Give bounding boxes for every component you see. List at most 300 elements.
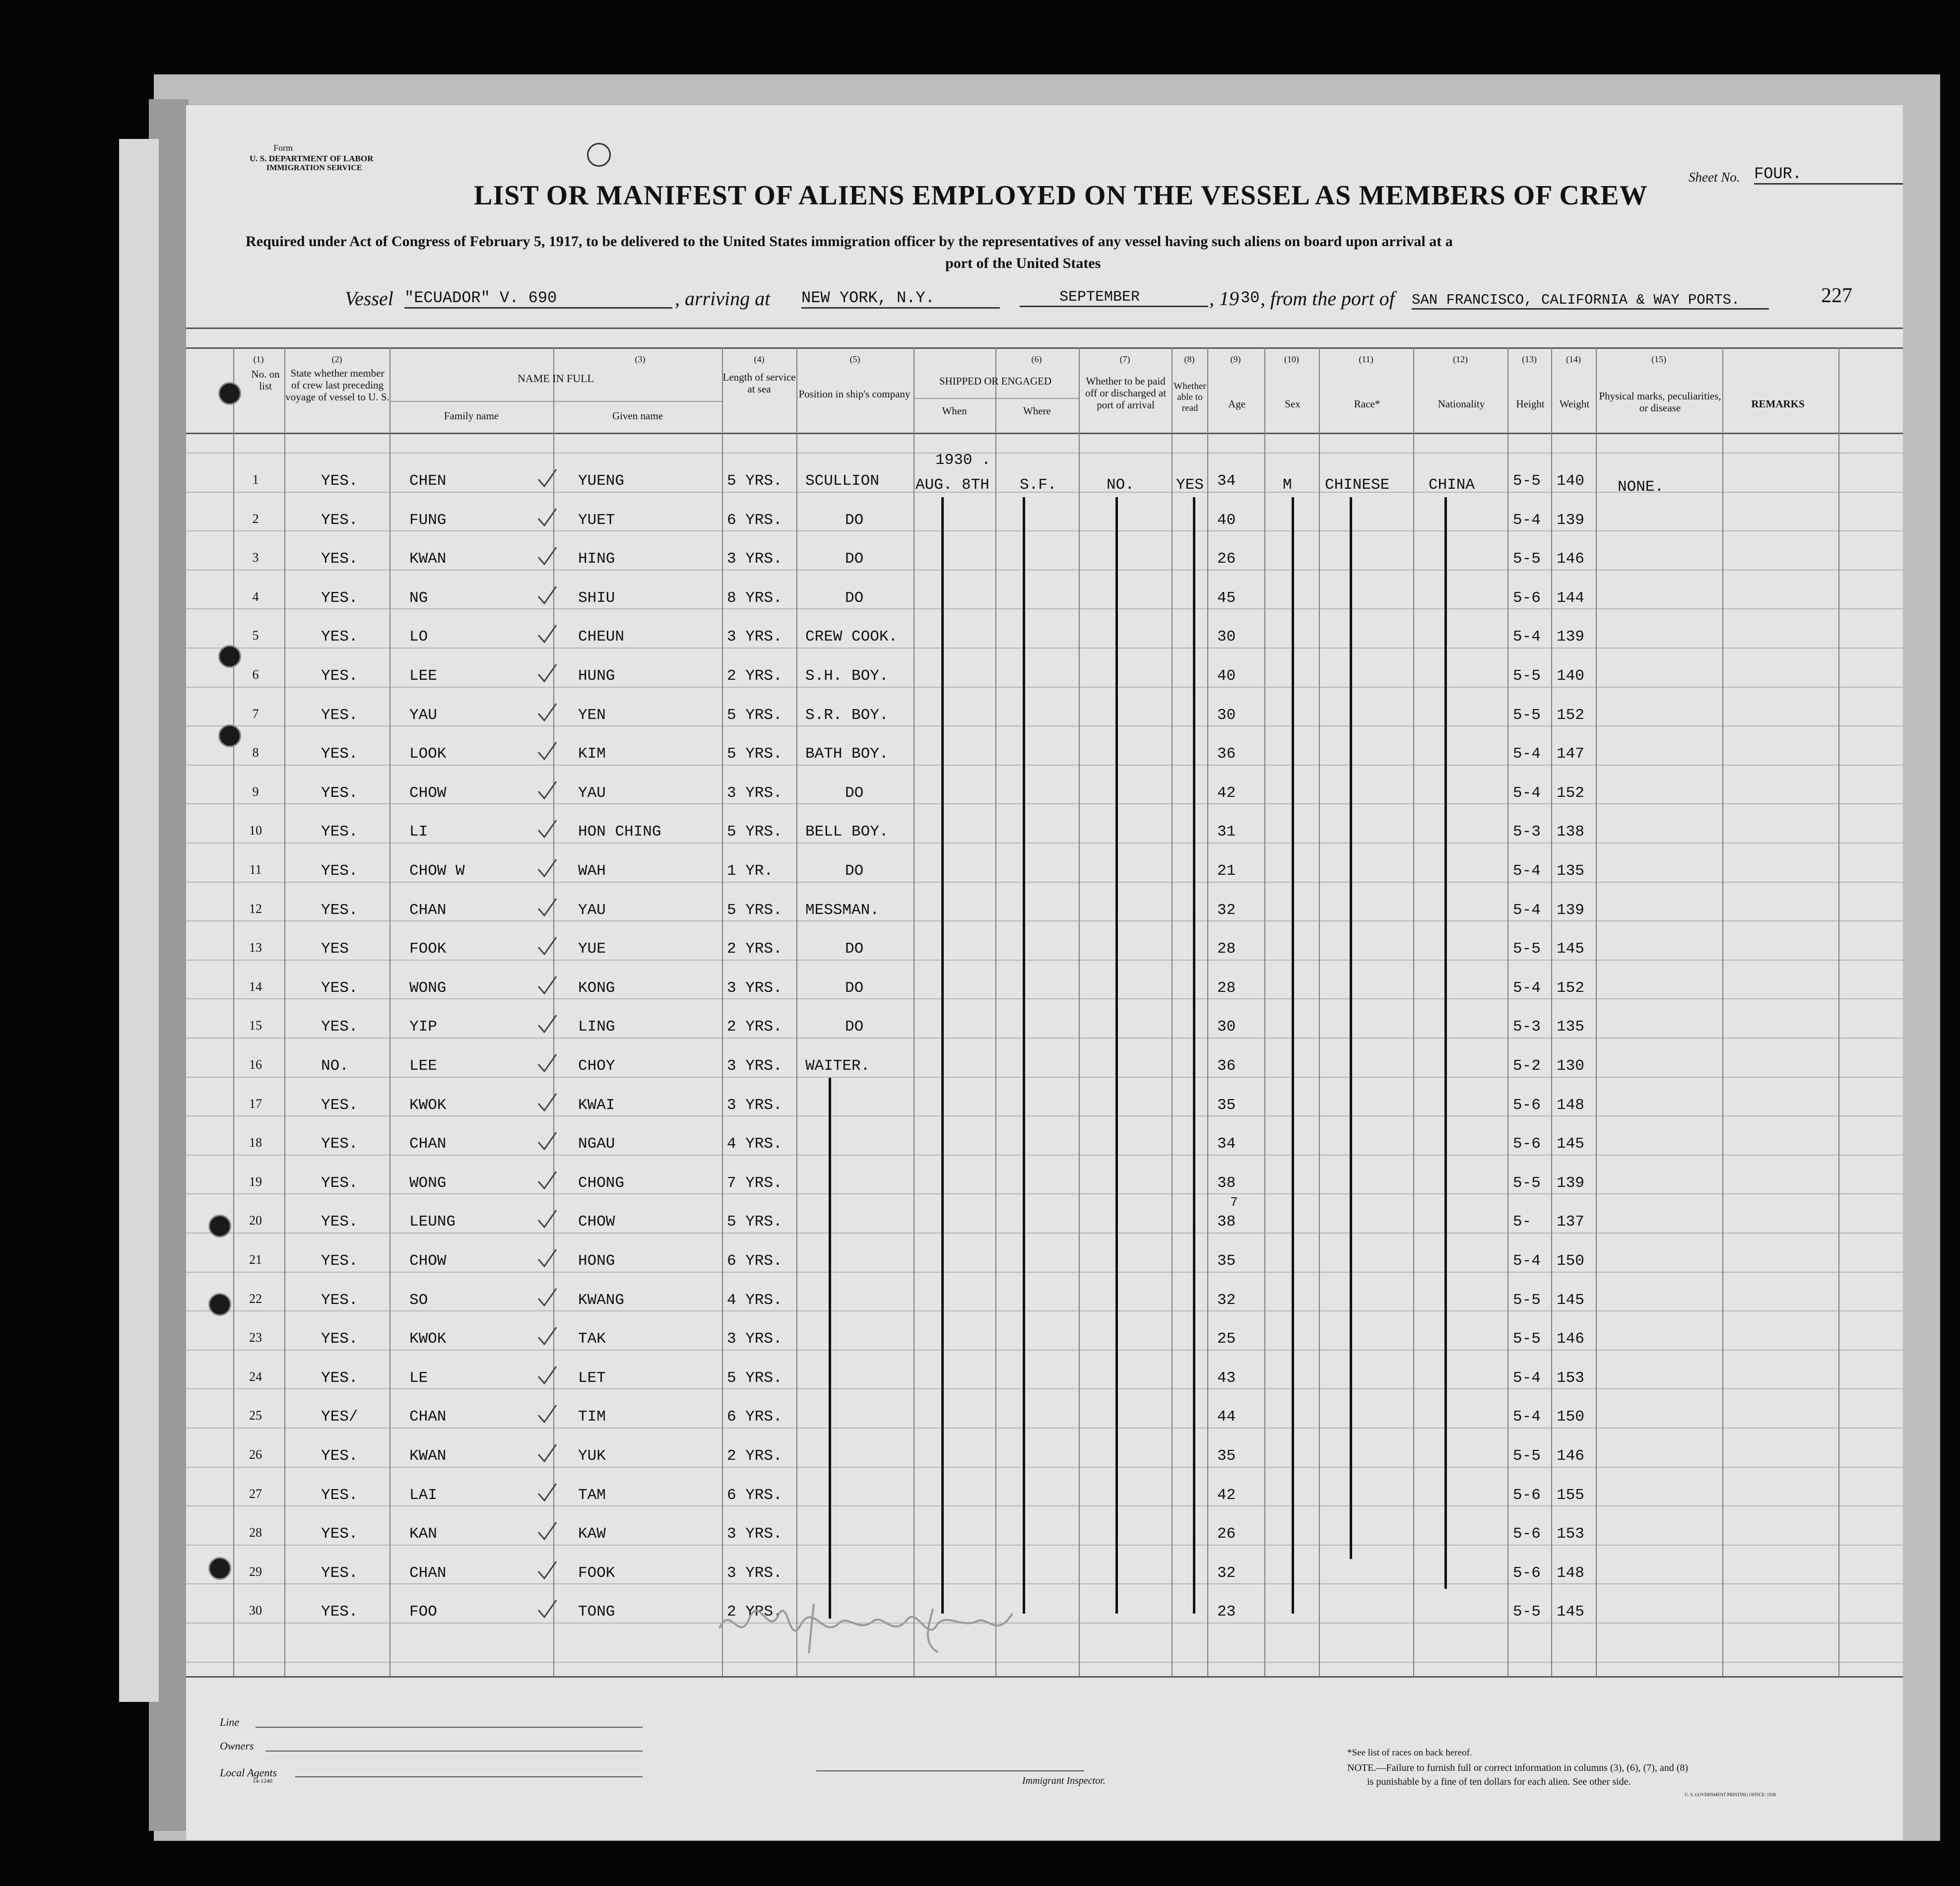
height-value: 5-6	[1513, 1097, 1541, 1114]
length-of-service: 2 YRS.	[727, 940, 783, 958]
member-status: YES.	[321, 512, 358, 529]
length-of-service: 3 YRS.	[727, 550, 783, 568]
family-name: LEUNG	[409, 1213, 456, 1231]
height-value: 5-6	[1513, 1135, 1541, 1153]
header-height: Height	[1516, 398, 1545, 410]
header-able-read: Whether able to read	[1174, 381, 1206, 413]
given-name: YUET	[578, 512, 615, 529]
from-label: , from the port of	[1260, 287, 1395, 310]
check-mark-icon	[536, 507, 558, 528]
header-where: Where	[1023, 405, 1051, 417]
ship-position: DO	[845, 940, 864, 958]
footer-note-failure: NOTE.—Failure to furnish full or correct information in columns (3), (6), (7), and (8)	[1347, 1762, 1689, 1773]
row-rule	[186, 1428, 1903, 1429]
column-number: (12)	[1453, 354, 1468, 364]
ditto-line-where	[1023, 497, 1025, 1614]
member-status: YES.	[321, 1174, 358, 1192]
given-name: CHOY	[578, 1057, 615, 1075]
family-name: KAN	[409, 1525, 437, 1543]
row-number: 14	[249, 979, 262, 994]
shipped-where: S.F.	[1020, 476, 1057, 494]
row-number: 11	[249, 862, 262, 877]
weight-value: 155	[1557, 1487, 1584, 1504]
height-value: 5-5	[1513, 1174, 1541, 1192]
footer-note-races: *See list of races on back hereof.	[1347, 1748, 1472, 1758]
weight-value: 146	[1557, 1330, 1584, 1348]
height-value: 5-5	[1513, 707, 1541, 724]
stamp-seal	[587, 143, 611, 167]
family-name: WONG	[409, 1174, 447, 1192]
given-name: KAW	[578, 1525, 606, 1543]
height-value: 5-5	[1513, 1447, 1541, 1465]
length-of-service: 5 YRS.	[727, 745, 783, 763]
height-value: 5-4	[1513, 979, 1541, 997]
row-rule	[186, 882, 1903, 883]
column-number: (4)	[754, 354, 765, 364]
given-name: SHIU	[578, 589, 615, 607]
row-number: 9	[252, 784, 259, 799]
sheet-number: FOUR.	[1754, 165, 1903, 185]
weight-value: 138	[1557, 823, 1584, 841]
printer-note: U. S. GOVERNMENT PRINTING OFFICE: 1928	[1685, 1792, 1776, 1797]
height-value: 5-5	[1513, 1330, 1541, 1348]
given-name: KONG	[578, 979, 615, 997]
check-mark-icon	[536, 1560, 558, 1581]
binder-hole	[208, 1215, 231, 1237]
height-value: 5-6	[1513, 1564, 1541, 1582]
header-physical: Physical marks, peculiarities, or disease	[1599, 390, 1721, 414]
age-value: 34	[1217, 1135, 1236, 1153]
service-label: IMMIGRATION SERVICE	[266, 164, 362, 172]
ship-position: S.H. BOY.	[805, 667, 889, 685]
shipped-year: 1930 .	[935, 452, 991, 469]
given-name: WAH	[578, 862, 606, 880]
length-of-service: 3 YRS.	[727, 1525, 783, 1543]
column-rule	[796, 347, 797, 1676]
length-of-service: 3 YRS.	[727, 1097, 783, 1114]
length-of-service: 6 YRS.	[727, 1252, 783, 1270]
weight-value: 153	[1557, 1525, 1584, 1543]
row-number: 7	[252, 707, 259, 721]
family-name: NG	[409, 589, 428, 607]
height-value: 5-5	[1513, 472, 1541, 490]
family-name: CHOW	[409, 1252, 447, 1270]
race-value: CHINESE	[1325, 476, 1390, 494]
member-status: YES.	[321, 1135, 358, 1153]
sex-value: M	[1283, 476, 1292, 494]
age-value: 34	[1217, 472, 1236, 490]
column-rule	[1596, 347, 1597, 1676]
member-status: YES.	[321, 1603, 358, 1621]
background-spine	[119, 139, 159, 1702]
member-status: YES/	[321, 1408, 358, 1426]
row-rule	[186, 1038, 1903, 1039]
header-shipped: SHIPPED OR ENGAGED	[939, 375, 1052, 387]
check-mark-icon	[536, 1052, 558, 1074]
given-name: KWANG	[578, 1292, 625, 1309]
member-status: YES.	[321, 862, 358, 880]
length-of-service: 6 YRS.	[727, 512, 783, 529]
column-number: (8)	[1184, 354, 1195, 364]
header-weight: Weight	[1559, 398, 1590, 410]
age-value: 21	[1217, 862, 1236, 880]
member-status: YES.	[321, 1213, 358, 1231]
footer-form-code: 14-1240	[253, 1777, 272, 1784]
family-name: FOO	[409, 1603, 437, 1621]
weight-value: 145	[1557, 1292, 1584, 1309]
header-rule	[186, 327, 1903, 329]
check-mark-icon	[536, 662, 558, 684]
column-rule	[284, 347, 285, 1676]
member-status: YES.	[321, 1564, 358, 1582]
header-name-in-full: NAME IN FULL	[518, 372, 594, 385]
weight-value: 135	[1557, 862, 1584, 880]
check-mark-icon	[536, 740, 558, 762]
row-number: 19	[249, 1174, 262, 1189]
ditto-line-paid	[1115, 497, 1118, 1614]
length-of-service: 3 YRS.	[727, 1564, 783, 1582]
length-of-service: 3 YRS.	[727, 979, 783, 997]
ditto-line-sex	[1292, 497, 1294, 1614]
member-status: YES.	[321, 550, 358, 568]
header-paid-off: Whether to be paid off or discharged at port of arrival	[1085, 375, 1167, 411]
length-of-service: 5 YRS.	[727, 1213, 783, 1231]
document-title: LIST OR MANIFEST OF ALIENS EMPLOYED ON THE VESSEL AS MEMBERS OF CREW	[474, 180, 1648, 211]
column-rule	[390, 347, 391, 1676]
row-number: 13	[249, 940, 262, 955]
length-of-service: 5 YRS.	[727, 707, 783, 724]
row-number: 21	[249, 1252, 262, 1267]
length-of-service: 3 YRS.	[727, 1330, 783, 1348]
header-given-name: Given name	[612, 410, 663, 422]
age-value: 30	[1217, 1018, 1236, 1036]
length-of-service: 1 YR.	[727, 862, 774, 880]
family-name: FOOK	[409, 940, 447, 958]
family-name: LE	[409, 1369, 428, 1387]
row-number: 18	[249, 1135, 262, 1150]
given-name: CHEUN	[578, 628, 625, 646]
column-rule	[1838, 347, 1839, 1676]
check-mark-icon	[536, 1403, 558, 1425]
given-name: YAU	[578, 902, 606, 919]
given-name: HING	[578, 550, 615, 568]
weight-value: 152	[1557, 707, 1584, 724]
column-number: (11)	[1359, 354, 1373, 364]
height-value: 5-3	[1513, 823, 1541, 841]
header-race: Race*	[1354, 398, 1380, 410]
member-status: NO.	[321, 1057, 349, 1075]
member-status: YES.	[321, 472, 358, 490]
given-name: CHOW	[578, 1213, 615, 1231]
weight-value: 145	[1557, 1603, 1584, 1621]
ship-position: BATH BOY.	[805, 745, 889, 763]
family-name: KWAN	[409, 550, 447, 568]
given-name: HONG	[578, 1252, 615, 1270]
family-name: CHAN	[409, 1564, 447, 1582]
row-rule	[186, 998, 1903, 999]
row-rule	[186, 803, 1903, 804]
member-status: YES	[321, 940, 349, 958]
length-of-service: 5 YRS.	[727, 823, 783, 841]
age-value: 30	[1217, 628, 1236, 646]
check-mark-icon	[536, 1208, 558, 1230]
check-mark-icon	[536, 1520, 558, 1542]
family-name: LO	[409, 628, 428, 646]
row-rule	[186, 1115, 1903, 1116]
row-rule	[186, 1310, 1903, 1311]
check-mark-icon	[536, 623, 558, 645]
row-number: 15	[249, 1018, 262, 1033]
member-status: YES.	[321, 784, 358, 802]
check-mark-icon	[536, 1482, 558, 1503]
line-label: Line	[220, 1716, 240, 1728]
row-rule	[186, 1467, 1903, 1468]
family-name: CHEN	[409, 472, 447, 490]
height-value: 5-4	[1513, 512, 1541, 529]
height-value: 5-4	[1513, 1252, 1541, 1270]
length-of-service: 5 YRS.	[727, 472, 783, 490]
row-number: 8	[252, 745, 259, 760]
member-status: YES.	[321, 1292, 358, 1309]
header-length-service: Length of service at sea	[722, 371, 796, 395]
check-mark-icon	[536, 897, 558, 918]
row-number: 26	[249, 1447, 262, 1462]
weight-value: 150	[1557, 1408, 1584, 1426]
length-of-service: 6 YRS.	[727, 1487, 783, 1504]
member-status: YES.	[321, 1525, 358, 1543]
given-name: YUE	[578, 940, 606, 958]
column-number: (13)	[1522, 354, 1537, 364]
table-bottom-rule	[186, 1676, 1903, 1678]
member-status: YES.	[321, 979, 358, 997]
age-value: 40	[1217, 512, 1236, 529]
height-value: 5-2	[1513, 1057, 1541, 1075]
length-of-service: 3 YRS.	[727, 784, 783, 802]
family-name: FUNG	[409, 512, 447, 529]
column-rule	[1207, 347, 1208, 1676]
check-mark-icon	[536, 1013, 558, 1035]
length-of-service: 3 YRS.	[727, 1057, 783, 1075]
length-of-service: 2 YRS.	[727, 1603, 783, 1621]
sheet-label: Sheet No.	[1689, 170, 1740, 185]
ditto-line-position	[829, 1078, 831, 1619]
ship-position: DO	[845, 1018, 864, 1036]
column-number: (7)	[1119, 354, 1130, 364]
weight-value: 148	[1557, 1564, 1584, 1582]
physical-value: NONE.	[1618, 478, 1664, 496]
length-of-service: 7 YRS.	[727, 1174, 783, 1192]
given-name: TAK	[578, 1330, 606, 1348]
check-mark-icon	[536, 1365, 558, 1386]
family-name: LOOK	[409, 745, 447, 763]
age-value: 40	[1217, 667, 1236, 685]
column-number: (2)	[331, 354, 342, 364]
arrival-year: 30	[1241, 289, 1260, 307]
column-number: (6)	[1031, 354, 1042, 364]
age-value: 44	[1217, 1408, 1236, 1426]
member-status: YES.	[321, 1369, 358, 1387]
row-number: 6	[252, 667, 259, 682]
row-number: 12	[249, 902, 262, 916]
length-of-service: 2 YRS.	[727, 667, 783, 685]
age-value: 32	[1217, 1292, 1236, 1309]
given-name: CHONG	[578, 1174, 625, 1192]
family-name: KWOK	[409, 1097, 447, 1114]
row-number: 20	[249, 1213, 262, 1228]
column-number: (10)	[1284, 354, 1299, 364]
row-rule	[186, 1233, 1903, 1234]
row-rule	[186, 1505, 1903, 1506]
row-number: 10	[249, 823, 262, 838]
row-number: 28	[249, 1525, 262, 1540]
given-name: HUNG	[578, 667, 615, 685]
weight-value: 153	[1557, 1369, 1584, 1387]
weight-value: 139	[1557, 512, 1584, 529]
check-mark-icon	[536, 1442, 558, 1464]
given-name: TAM	[578, 1487, 606, 1504]
member-status: YES.	[321, 1252, 358, 1270]
weight-value: 152	[1557, 979, 1584, 997]
given-name: NGAU	[578, 1135, 615, 1153]
row-rule	[186, 453, 1903, 454]
column-rule	[1722, 347, 1723, 1676]
member-status: YES.	[321, 1330, 358, 1348]
row-rule	[186, 1662, 1903, 1663]
column-rule	[1507, 347, 1508, 1676]
age-value: 38	[1217, 1174, 1236, 1192]
weight-value: 150	[1557, 1252, 1584, 1270]
weight-value: 145	[1557, 940, 1584, 958]
family-name: LAI	[409, 1487, 437, 1504]
row-rule	[186, 530, 1903, 531]
length-of-service: 5 YRS.	[727, 902, 783, 919]
header-age: Age	[1228, 398, 1245, 410]
member-status: YES.	[321, 1097, 358, 1114]
row-number: 25	[249, 1408, 262, 1423]
ditto-line-race	[1350, 497, 1352, 1559]
row-number: 27	[249, 1487, 262, 1501]
age-value: 26	[1217, 1525, 1236, 1543]
age-value: 28	[1217, 979, 1236, 997]
row-rule	[186, 648, 1903, 649]
check-mark-icon	[536, 585, 558, 606]
row-rule	[186, 920, 1903, 921]
nationality-value: CHINA	[1429, 476, 1475, 494]
row-number: 17	[249, 1097, 262, 1111]
member-status: YES.	[321, 628, 358, 646]
age-value: 23	[1217, 1603, 1236, 1621]
row-rule	[186, 1350, 1903, 1351]
row-number: 5	[252, 628, 259, 643]
department-label: U. S. DEPARTMENT OF LABOR	[250, 154, 374, 163]
column-number: (14)	[1566, 354, 1581, 364]
column-number: (9)	[1230, 354, 1241, 364]
length-of-service: 4 YRS.	[727, 1135, 783, 1153]
arrival-port: NEW YORK, N.Y.	[801, 289, 1000, 309]
row-number: 4	[252, 589, 259, 604]
column-rule	[1172, 347, 1173, 1676]
inspector-signature	[715, 1594, 1022, 1658]
vessel-label: Vessel	[345, 287, 393, 310]
weight-value: 139	[1557, 1174, 1584, 1192]
height-value: 5-4	[1513, 1369, 1541, 1387]
row-rule	[186, 1623, 1903, 1624]
height-value: 5-5	[1513, 940, 1541, 958]
header-family-name: Family name	[444, 410, 499, 422]
age-value: 35	[1217, 1097, 1236, 1114]
age-value: 43	[1217, 1369, 1236, 1387]
ship-position: DO	[845, 589, 864, 607]
weight-value: 146	[1557, 1447, 1584, 1465]
given-name: TIM	[578, 1408, 606, 1426]
age-correction: 7	[1230, 1195, 1238, 1210]
height-value: 5-	[1513, 1213, 1532, 1231]
binder-hole	[218, 382, 241, 405]
family-name: YAU	[409, 707, 437, 724]
ship-position: DO	[845, 550, 864, 568]
column-rule	[914, 347, 915, 1676]
row-rule	[186, 1077, 1903, 1078]
height-value: 5-3	[1513, 1018, 1541, 1036]
local-agents-label: Local Agents	[220, 1766, 277, 1779]
ship-position: DO	[845, 979, 864, 997]
age-value: 42	[1217, 784, 1236, 802]
ship-position: WAITER.	[805, 1057, 870, 1075]
ship-position: CREW COOK.	[805, 628, 898, 646]
height-value: 5-5	[1513, 550, 1541, 568]
row-rule	[186, 570, 1903, 571]
weight-value: 135	[1557, 1018, 1584, 1036]
length-of-service: 8 YRS.	[727, 589, 783, 607]
age-value: 45	[1217, 589, 1236, 607]
height-value: 5-6	[1513, 1525, 1541, 1543]
height-value: 5-4	[1513, 784, 1541, 802]
member-status: YES.	[321, 1447, 358, 1465]
height-value: 5-4	[1513, 1408, 1541, 1426]
member-status: YES.	[321, 823, 358, 841]
column-rule	[722, 347, 723, 1676]
family-name: CHOW W	[409, 862, 465, 880]
row-number: 24	[249, 1369, 262, 1384]
check-mark-icon	[536, 1170, 558, 1191]
manifest-sheet	[186, 105, 1903, 1840]
check-mark-icon	[536, 1130, 558, 1152]
weight-value: 139	[1557, 902, 1584, 919]
ditto-line-nationality	[1444, 497, 1447, 1589]
header-when: When	[942, 405, 967, 417]
age-value: 36	[1217, 1057, 1236, 1075]
arriving-label: , arriving at	[675, 287, 771, 310]
height-value: 5-4	[1513, 862, 1541, 880]
member-status: YES.	[321, 745, 358, 763]
document-subtitle: Required under Act of Congress of February 5, 1917, to be delivered to the United States immigration officer by the representatives of any vessel having such aliens on board upon arrival at a	[246, 233, 1453, 250]
family-name: LI	[409, 823, 428, 841]
weight-value: 152	[1557, 784, 1584, 802]
footer-note-fine: is punishable by a fine of ten dollars for each alien. See other side.	[1367, 1776, 1631, 1787]
family-name: CHAN	[409, 1135, 447, 1153]
row-number: 23	[249, 1330, 262, 1345]
form-label: Form	[273, 143, 293, 153]
binder-hole	[208, 1293, 231, 1316]
length-of-service: 6 YRS.	[727, 1408, 783, 1426]
able-read-value: YES	[1176, 476, 1204, 494]
weight-value: 145	[1557, 1135, 1584, 1153]
ship-position: BELL BOY.	[805, 823, 889, 841]
ship-position: S.R. BOY.	[805, 707, 889, 724]
age-value: 42	[1217, 1487, 1236, 1504]
column-rule	[1264, 347, 1265, 1676]
column-rule	[1319, 347, 1320, 1676]
